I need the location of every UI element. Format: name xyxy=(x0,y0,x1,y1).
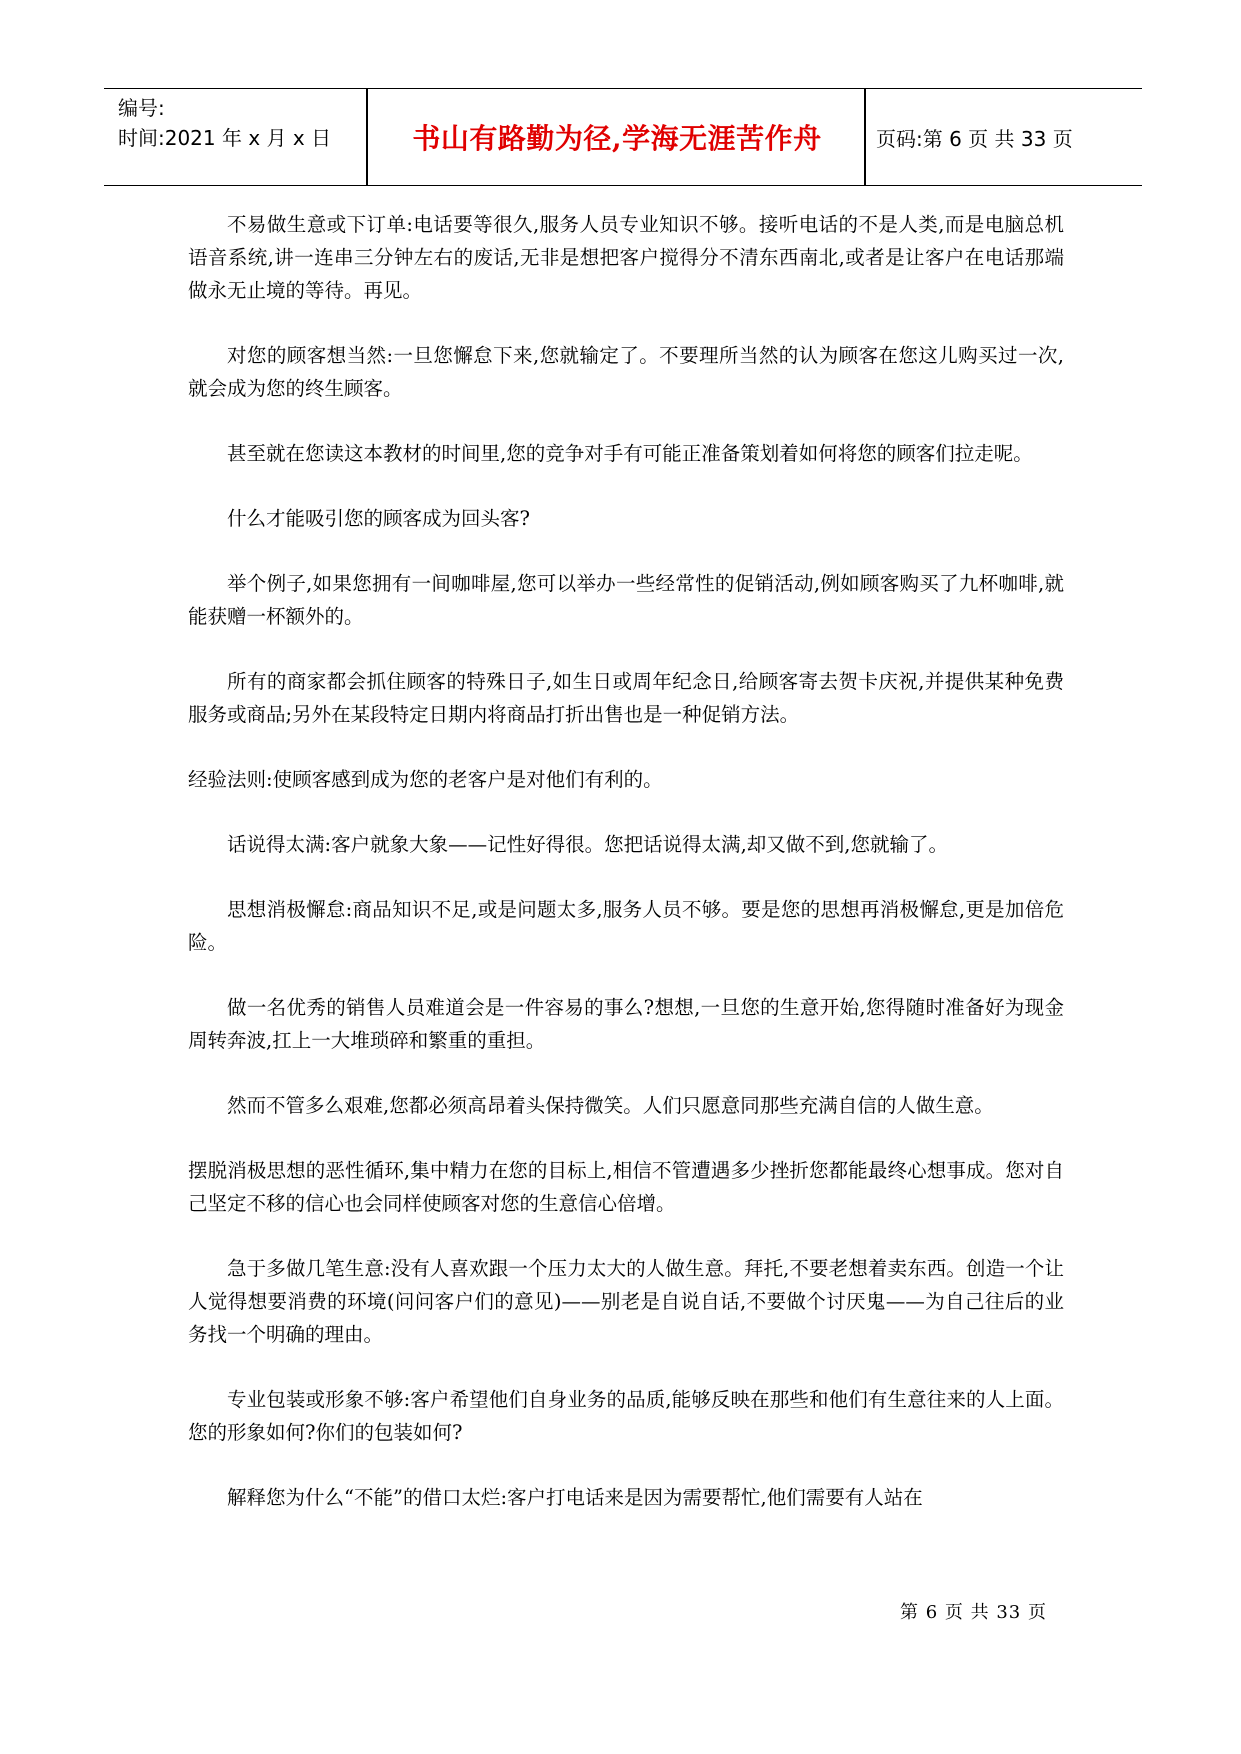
body-paragraph: 对您的顾客想当然:一旦您懈怠下来,您就输定了。不要理所当然的认为顾客在您这儿购买过一次,就会成为您的终生顾客。 xyxy=(188,344,1064,400)
body-paragraph: 摆脱消极思想的恶性循环,集中精力在您的目标上,相信不管遭遇多少挫折您都能最终心想事成。您对自己坚定不移的信心也会同样使顾客对您的生意信心倍增。 xyxy=(188,1159,1064,1215)
header-divider-right xyxy=(864,89,866,185)
body-paragraph: 经验法则:使顾客感到成为您的老客户是对他们有利的。 xyxy=(188,768,663,791)
document-time-label: 时间:2021 年 x 月 x 日 xyxy=(118,126,332,150)
header-motto: 书山有路勤为径,学海无涯苦作舟 xyxy=(412,122,822,155)
body-paragraph: 专业包装或形象不够:客户希望他们自身业务的品质,能够反映在那些和他们有生意往来的人上面。您的形象如何?你们的包装如何? xyxy=(188,1388,1064,1444)
document-body xyxy=(188,208,1064,1546)
body-paragraph: 什么才能吸引您的顾客成为回头客? xyxy=(227,507,530,530)
body-paragraph: 不易做生意或下订单:电话要等很久,服务人员专业知识不够。接听电话的不是人类,而是电脑总机语音系统,讲一连串三分钟左右的废话,无非是想把客户搅得分不清东西南北,或者是让客户在电话那端做永无止境的等待。再见。 xyxy=(188,213,1064,302)
page-header xyxy=(104,88,1142,186)
header-meta xyxy=(118,93,368,153)
header-page-number: 页码:第 6 页 共 33 页 xyxy=(876,126,1073,151)
body-paragraph: 解释您为什么“不能”的借口太烂:客户打电话来是因为需要帮忙,他们需要有人站在 xyxy=(227,1486,923,1509)
body-paragraph: 思想消极懈怠:商品知识不足,或是问题太多,服务人员不够。要是您的思想再消极懈怠,更是加倍危险。 xyxy=(188,898,1064,954)
body-paragraph: 甚至就在您读这本教材的时间里,您的竞争对手有可能正准备策划着如何将您的顾客们拉走呢。 xyxy=(227,442,1033,465)
body-paragraph: 做一名优秀的销售人员难道会是一件容易的事么?想想,一旦您的生意开始,您得随时准备好为现金周转奔波,扛上一大堆琐碎和繁重的重担。 xyxy=(188,996,1064,1052)
document-number-label: 编号: xyxy=(118,96,165,120)
body-paragraph: 急于多做几笔生意:没有人喜欢跟一个压力太大的人做生意。拜托,不要老想着卖东西。创造一个让人觉得想要消费的环境(问问客户们的意见)——别老是自说自话,不要做个讨厌鬼——为自己往后的业务找一个明确的理由。 xyxy=(188,1257,1064,1346)
body-paragraph: 所有的商家都会抓住顾客的特殊日子,如生日或周年纪念日,给顾客寄去贺卡庆祝,并提供某种免费服务或商品;另外在某段特定日期内将商品打折出售也是一种促销方法。 xyxy=(188,670,1064,726)
page-footer: 第 6 页 共 33 页 xyxy=(900,1602,1047,1623)
header-divider-left xyxy=(366,89,368,185)
body-paragraph: 举个例子,如果您拥有一间咖啡屋,您可以举办一些经常性的促销活动,例如顾客购买了九杯咖啡,就能获赠一杯额外的。 xyxy=(188,572,1064,628)
body-paragraph: 然而不管多么艰难,您都必须高昂着头保持微笑。人们只愿意同那些充满自信的人做生意。 xyxy=(227,1094,994,1117)
body-paragraph: 话说得太满:客户就象大象——记性好得很。您把话说得太满,却又做不到,您就输了。 xyxy=(227,833,948,856)
